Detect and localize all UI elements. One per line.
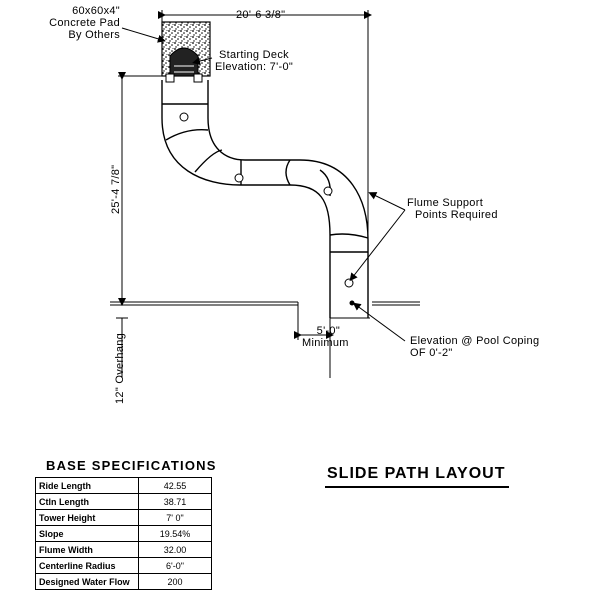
- support-point: [324, 187, 332, 195]
- spec-row-value: 7' 0": [139, 510, 212, 526]
- support-point: [235, 174, 243, 182]
- spec-row-value: 200: [139, 574, 212, 590]
- spec-row-label: Centerline Radius: [36, 558, 139, 574]
- spec-row-value: 19.54%: [139, 526, 212, 542]
- support-point: [180, 113, 188, 121]
- minimum-dim-line2: Minimum: [302, 337, 349, 349]
- spec-row: [36, 558, 212, 574]
- spec-row-label: Ride Length: [36, 478, 139, 494]
- spec-row: [36, 574, 212, 590]
- layout-title: SLIDE PATH LAYOUT: [327, 465, 506, 482]
- flume-support-label: [407, 197, 498, 221]
- width-dimension-label: 20'-6 3/8": [236, 9, 286, 21]
- pool-coping: [110, 302, 420, 319]
- spec-row-label: Ctln Length: [36, 494, 139, 510]
- minimum-dimension-label: [302, 325, 349, 349]
- exit-point: [350, 301, 355, 306]
- spec-row: [36, 542, 212, 558]
- layout-title-underline: [325, 486, 509, 488]
- spec-row-label: Designed Water Flow: [36, 574, 139, 590]
- elevation-coping-label: [410, 335, 539, 359]
- overhang-label: 12" Overhang: [114, 332, 126, 404]
- pad-label: [49, 5, 120, 41]
- starting-deck-line1: Starting Deck: [219, 49, 289, 61]
- starting-deck-label: [215, 49, 293, 73]
- spec-row-label: Slope: [36, 526, 139, 542]
- pad-label-line2: Concrete Pad: [49, 17, 120, 29]
- spec-row-value: 38.71: [139, 494, 212, 510]
- height-dimension-label: 25'-4 7/8": [110, 164, 122, 214]
- flume-support-line1: Flume Support: [407, 197, 484, 209]
- spec-row-value: 6'-0": [139, 558, 212, 574]
- minimum-dim-line1: 5'-0": [316, 325, 341, 337]
- elevation-coping-line2: OF 0'-2": [410, 347, 453, 359]
- spec-row: [36, 510, 212, 526]
- spec-row: [36, 478, 212, 494]
- spec-row-value: 32.00: [139, 542, 212, 558]
- spec-row-label: Flume Width: [36, 542, 139, 558]
- spec-row: [36, 526, 212, 542]
- support-point: [345, 279, 353, 287]
- pad-label-line3: By Others: [68, 29, 120, 41]
- starting-deck-line2: Elevation: 7'-0": [215, 61, 294, 73]
- spec-title: BASE SPECIFICATIONS: [46, 458, 217, 473]
- flume-support-line2: Points Required: [415, 209, 498, 221]
- spec-table: [35, 477, 212, 590]
- slide-flume: [162, 80, 368, 318]
- pad-label-line1: 60x60x4": [72, 5, 120, 17]
- elevation-coping-line1: Elevation @ Pool Coping: [410, 335, 540, 347]
- spec-row-value: 42.55: [139, 478, 212, 494]
- spec-row: [36, 494, 212, 510]
- spec-row-label: Tower Height: [36, 510, 139, 526]
- height-dimension: [118, 76, 162, 302]
